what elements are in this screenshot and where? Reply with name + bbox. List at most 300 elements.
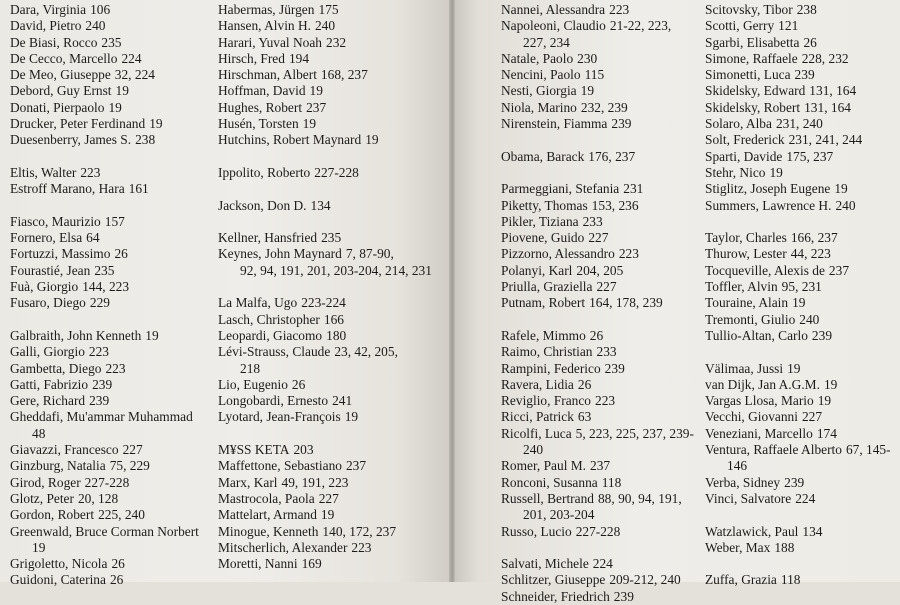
index-entry (218, 442, 446, 458)
entry-name: Grigoletto, Nicola (10, 556, 108, 572)
entry-pages: 140, 172, 237 (322, 523, 397, 539)
entry-name: Stiglitz, Joseph Eugene (705, 181, 831, 197)
entry-name: Natale, Paolo (501, 50, 574, 66)
entry-name: Stehr, Nico (705, 164, 766, 180)
entry-name: Habermas, Jürgen (218, 2, 315, 17)
entry-name: Nirenstein, Fiamma (501, 116, 608, 132)
entry-pages: 7, 87-90, (345, 246, 394, 262)
entry-name: Ravera, Lidia (501, 376, 574, 392)
entry-name: Romer, Paul M. (501, 458, 587, 474)
entry-name: Ippolito, Roberto (218, 164, 311, 180)
index-entry (10, 35, 210, 51)
index-entry (10, 100, 210, 116)
entry-name: Debord, Guy Ernst (10, 83, 112, 99)
entry-pages: 23, 42, 205, (334, 344, 398, 360)
entry-pages: 224 (592, 556, 613, 572)
entry-pages: 224 (121, 50, 142, 66)
entry-name: Schlitzer, Giuseppe (501, 572, 606, 588)
entry-pages: 169 (301, 556, 322, 572)
entry-pages: 223 (80, 164, 101, 180)
entry-pages: 88, 90, 94, 191, (597, 490, 682, 506)
entry-pages: 227-228 (575, 523, 621, 539)
entry-pages: 175, 237 (786, 148, 834, 164)
entry-pages: 26 (291, 376, 306, 392)
entry-name: Longobardi, Ernesto (218, 393, 329, 409)
entry-name: Lasch, Christopher (218, 311, 320, 327)
index-entry (705, 475, 900, 491)
entry-name: Rafele, Mimmo (501, 327, 586, 343)
index-entry (10, 263, 210, 279)
index-entry (10, 83, 210, 99)
entry-name: Solt, Frederick (705, 132, 785, 148)
entry-name: De Meo, Giuseppe (10, 67, 111, 83)
entry-pages: 26 (111, 556, 125, 572)
entry-name: Gheddafi, Mu'ammar Muhammad (10, 409, 193, 425)
index-entry (501, 2, 697, 18)
entry-name: Fuà, Giorgio (10, 279, 79, 295)
entry-pages: 26 (577, 376, 592, 392)
entry-pages: 227-228 (314, 164, 359, 180)
entry-pages: 223 (105, 360, 126, 376)
index-letter-group (705, 230, 900, 344)
entry-pages: 19 (309, 83, 323, 99)
entry-pages: 19 (145, 327, 159, 343)
entry-pages: 239 (89, 393, 110, 409)
entry-pages: 228, 232 (801, 50, 849, 66)
index-entry (218, 524, 446, 540)
entry-name: Ventura, Raffaele Alberto (705, 442, 842, 458)
index-entry (218, 556, 446, 572)
entry-name: Napoleoni, Claudio (501, 18, 606, 34)
entry-pages: 95, 231 (781, 279, 822, 295)
index-entry (705, 198, 900, 214)
entry-name: Maffettone, Sebastiano (218, 458, 342, 474)
index-entry (218, 246, 446, 279)
index-entry (501, 18, 697, 51)
index-entry (501, 589, 697, 605)
entry-name: Russell, Bertrand (501, 490, 594, 506)
index-entry (705, 328, 900, 344)
index-entry (218, 344, 446, 377)
entry-pages: 63 (577, 409, 592, 425)
index-entry (218, 475, 446, 491)
entry-pages: 121 (778, 18, 799, 34)
index-entry (218, 116, 446, 132)
entry-name: Piketty, Thomas (501, 197, 588, 213)
entry-pages: 118 (780, 572, 801, 588)
index-entry (705, 572, 900, 588)
index-entry (10, 344, 210, 360)
entry-name: Skidelsky, Robert (705, 99, 801, 115)
entry-name: Nencini, Paolo (501, 67, 581, 83)
index-entry (10, 328, 210, 344)
index-letter-group (218, 198, 446, 214)
entry-pages: 19 (302, 116, 317, 132)
entry-pages: 188 (774, 539, 795, 555)
entry-name: Gere, Richard (10, 393, 86, 409)
entry-pages: 19 (787, 360, 801, 376)
entry-pages: 232, 239 (580, 99, 628, 115)
entry-pages: 19 (580, 83, 595, 99)
entry-name: Schneider, Friedrich (501, 588, 610, 604)
entry-name: Sparti, Davide (705, 148, 783, 164)
entry-name: Välimaa, Jussi (705, 360, 784, 376)
entry-pages: 134 (802, 523, 823, 539)
entry-pages: 131, 164 (804, 99, 851, 115)
entry-name: Tocqueville, Alexis de (705, 262, 825, 278)
index-column-4 (705, 2, 900, 589)
index-entry (10, 409, 210, 442)
entry-pages: 227 (588, 230, 609, 246)
index-entry (705, 2, 900, 18)
entry-pages: 240 (314, 18, 336, 34)
entry-name: Girod, Roger (10, 474, 81, 490)
index-entry (218, 51, 446, 67)
entry-name: Husén, Torsten (218, 116, 299, 132)
index-letter-group (501, 556, 697, 605)
entry-pages: 176, 237 (588, 148, 636, 164)
entry-pages-continued: 218 (240, 360, 261, 376)
index-entry (501, 116, 697, 132)
index-entry (218, 409, 446, 425)
entry-pages: 161 (128, 181, 149, 197)
entry-pages: 235 (101, 34, 122, 50)
entry-pages: 223 (618, 246, 639, 262)
entry-name: Hutchins, Robert Maynard (218, 132, 362, 148)
entry-name: Estroff Marano, Hara (10, 181, 125, 197)
entry-name: Niola, Marino (501, 99, 577, 115)
index-entry (218, 491, 446, 507)
entry-pages-continued: 92, 94, 191, 201, 203-204, 214, 231 (240, 262, 432, 278)
entry-name: Toffler, Alvin (705, 279, 778, 295)
entry-name: Hirsch, Fred (218, 50, 285, 66)
index-entry (705, 393, 900, 409)
entry-pages: 19 (365, 132, 379, 148)
index-entry (218, 295, 446, 311)
index-entry (218, 230, 446, 246)
index-entry (705, 312, 900, 328)
entry-name: Russo, Lucio (501, 523, 572, 539)
entry-name: Gatti, Fabrizio (10, 376, 89, 392)
entry-pages: 19 (823, 376, 838, 392)
index-entry (501, 67, 697, 83)
index-letter-group (218, 230, 446, 279)
entry-name: Raimo, Christian (501, 344, 593, 360)
entry-pages: 225, 240 (98, 507, 145, 523)
index-letter-group (218, 2, 446, 149)
entry-pages-continued: 201, 203-204 (523, 507, 595, 523)
index-entry (705, 100, 900, 116)
index-entry (10, 491, 210, 507)
entry-name: Scitovsky, Tibor (705, 2, 793, 17)
entry-name: van Dijk, Jan A.G.M. (705, 376, 820, 392)
index-letter-group (218, 165, 446, 181)
entry-pages: 19 (149, 116, 163, 132)
entry-name: Tremonti, Giulio (705, 311, 796, 327)
index-entry (10, 475, 210, 491)
entry-name: Fourastié, Jean (10, 262, 91, 278)
entry-pages: 229 (89, 295, 110, 311)
entry-pages: 238 (135, 132, 156, 148)
entry-pages: 19 (344, 409, 359, 425)
entry-pages: 49, 191, 223 (281, 474, 349, 490)
index-entry (10, 507, 210, 523)
entry-pages: 233 (596, 344, 617, 360)
entry-pages: 153, 236 (591, 197, 639, 213)
entry-name: Fortuzzi, Massimo (10, 246, 111, 262)
entry-name: Reviglio, Franco (501, 393, 592, 409)
entry-name: Touraine, Alain (705, 295, 789, 311)
entry-pages: 19 (792, 295, 806, 311)
entry-pages: 224 (795, 490, 816, 506)
index-entry (218, 83, 446, 99)
entry-pages: 241 (332, 393, 353, 409)
entry-pages-continued: 227, 234 (523, 34, 570, 50)
entry-pages: 235 (94, 262, 115, 278)
index-letter-group (10, 165, 210, 198)
index-entry (218, 2, 446, 18)
entry-name: Gambetta, Diego (10, 360, 102, 376)
entry-pages: 134 (310, 197, 331, 213)
index-entry (501, 149, 697, 165)
index-entry (10, 524, 210, 557)
entry-name: Vinci, Salvatore (705, 490, 792, 506)
index-entry (705, 149, 900, 165)
index-letter-group (501, 2, 697, 132)
index-entry (705, 51, 900, 67)
entry-pages-continued: 48 (32, 425, 46, 441)
entry-pages: 238 (796, 2, 817, 17)
entry-pages: 223-224 (301, 295, 346, 311)
entry-name: Gordon, Robert (10, 507, 95, 523)
index-entry (705, 295, 900, 311)
entry-pages: 180 (326, 327, 347, 343)
index-entry (501, 409, 697, 425)
entry-name: Kellner, Hansfried (218, 230, 318, 246)
entry-pages: 239 (794, 67, 815, 83)
index-entry (10, 572, 210, 588)
index-entry (501, 100, 697, 116)
entry-pages: 166 (323, 311, 344, 327)
book-gutter (449, 0, 455, 582)
entry-name: Harari, Yuval Noah (218, 34, 322, 50)
entry-name: Leopardi, Giacomo (218, 327, 323, 343)
index-entry (705, 18, 900, 34)
entry-name: Sgarbi, Elisabetta (705, 34, 800, 50)
entry-pages: 19 (108, 99, 122, 115)
index-entry (10, 214, 210, 230)
entry-name: Piovene, Guido (501, 230, 585, 246)
index-entry (218, 67, 446, 83)
entry-pages: 67, 145- (845, 442, 891, 458)
entry-pages: 118 (601, 474, 622, 490)
entry-name: Duesenberry, James S. (10, 132, 132, 148)
index-entry (218, 393, 446, 409)
index-entry (705, 67, 900, 83)
entry-pages: 230 (577, 50, 598, 66)
entry-name: Hoffman, David (218, 83, 306, 99)
entry-pages: 166, 237 (790, 230, 838, 246)
entry-pages: 223 (351, 539, 372, 555)
entry-name: Glotz, Peter (10, 490, 74, 506)
index-entry (705, 426, 900, 442)
index-entry (705, 442, 900, 475)
entry-name: La Malfa, Ugo (218, 295, 298, 311)
entry-name: Rampini, Federico (501, 360, 601, 376)
entry-name: Zuffa, Grazia (705, 572, 777, 588)
index-entry (10, 377, 210, 393)
index-entry (218, 328, 446, 344)
index-entry (705, 181, 900, 197)
entry-pages: 19 (320, 507, 335, 523)
entry-pages-continued: 240 (523, 442, 544, 458)
entry-name: Lévi-Strauss, Claude (218, 344, 331, 360)
index-entry (501, 491, 697, 524)
index-entry (10, 442, 210, 458)
index-entry (10, 51, 210, 67)
index-entry (501, 51, 697, 67)
entry-pages: 115 (584, 67, 605, 83)
entry-name: Eltis, Walter (10, 164, 77, 180)
entry-pages: 157 (104, 213, 125, 229)
index-entry (705, 361, 900, 377)
index-entry (218, 165, 446, 181)
entry-name: Galli, Giorgio (10, 344, 85, 360)
entry-pages: 194 (288, 50, 310, 66)
entry-name: Donati, Pierpaolo (10, 99, 105, 115)
index-entry (501, 458, 697, 474)
entry-name: Nannei, Alessandra (501, 2, 606, 17)
entry-name: Vecchi, Giovanni (705, 409, 798, 425)
entry-name: Obama, Barack (501, 148, 585, 164)
entry-name: David, Pietro (10, 18, 82, 34)
entry-pages: 227 (318, 490, 339, 506)
entry-name: Parmeggiani, Stefania (501, 181, 620, 197)
entry-name: Priulla, Graziella (501, 279, 593, 295)
index-entry (501, 295, 697, 311)
entry-pages: 240 (799, 311, 820, 327)
entry-name: Thurow, Lester (705, 246, 787, 262)
entry-name: Greenwald, Bruce Corman Norbert (10, 523, 199, 539)
index-letter-group (10, 214, 210, 312)
index-entry (705, 132, 900, 148)
index-entry (501, 263, 697, 279)
index-entry (705, 165, 900, 181)
entry-pages-continued: 146 (727, 458, 748, 474)
index-entry (10, 246, 210, 262)
entry-pages: 237 (345, 458, 367, 474)
index-entry (10, 393, 210, 409)
entry-pages: 227 (122, 442, 143, 458)
entry-pages: 19 (115, 83, 129, 99)
entry-pages: 21-22, 223, (609, 18, 672, 34)
entry-name: Hughes, Robert (218, 99, 303, 115)
entry-name: Jackson, Don D. (218, 197, 307, 213)
entry-name: Simone, Raffaele (705, 50, 798, 66)
index-entry (705, 377, 900, 393)
index-entry (10, 67, 210, 83)
index-entry (705, 409, 900, 425)
entry-name: Summers, Lawrence H. (705, 197, 832, 213)
index-entry (501, 475, 697, 491)
entry-name: Ronconi, Susanna (501, 474, 598, 490)
entry-name: Skidelsky, Edward (705, 83, 806, 99)
entry-name: Weber, Max (705, 539, 771, 555)
index-letter-group (218, 442, 446, 572)
entry-name: Fiasco, Maurizio (10, 213, 101, 229)
entry-name: Moretti, Nanni (218, 556, 298, 572)
entry-name: Nesti, Giorgia (501, 83, 577, 99)
index-entry (10, 2, 210, 18)
entry-name: Verba, Sidney (705, 474, 781, 490)
index-entry (501, 572, 697, 588)
index-letter-group (10, 2, 210, 149)
index-entry (705, 35, 900, 51)
index-entry (10, 116, 210, 132)
entry-pages: 240 (835, 197, 856, 213)
entry-pages: 19 (817, 393, 832, 409)
entry-name: Fornero, Elsa (10, 230, 83, 246)
index-entry (218, 458, 446, 474)
entry-pages: 64 (86, 230, 100, 246)
entry-name: Putnam, Robert (501, 295, 586, 311)
index-entry (10, 361, 210, 377)
entry-name: Lyotard, Jean-François (218, 409, 341, 425)
index-entry (10, 132, 210, 148)
entry-name: Pizzorno, Alessandro (501, 246, 615, 262)
index-entry (501, 361, 697, 377)
entry-pages: 231 (623, 181, 644, 197)
index-entry (10, 181, 210, 197)
entry-name: Pikler, Tiziana (501, 213, 579, 229)
entry-name: Mitscherlich, Alexander (218, 539, 348, 555)
entry-name: Taylor, Charles (705, 230, 787, 246)
index-entry (501, 279, 697, 295)
entry-name: Mattelart, Armand (218, 507, 317, 523)
entry-pages: 168, 237 (320, 67, 368, 83)
entry-name: Scotti, Gerry (705, 18, 775, 34)
entry-pages: 237 (590, 458, 611, 474)
index-entry (218, 540, 446, 556)
entry-pages: 26 (109, 572, 124, 588)
index-entry (705, 246, 900, 262)
index-column-2 (218, 2, 446, 572)
entry-pages: 209-212, 240 (609, 572, 681, 588)
index-letter-group (705, 524, 900, 557)
index-entry (705, 263, 900, 279)
index-entry (218, 132, 446, 148)
entry-pages: 20, 128 (77, 490, 119, 506)
index-letter-group (501, 328, 697, 540)
entry-pages: 26 (589, 327, 604, 343)
index-entry (501, 83, 697, 99)
entry-name: Veneziani, Marcello (705, 425, 813, 441)
entry-pages: 131, 164 (809, 83, 857, 99)
entry-pages: 239 (613, 588, 634, 604)
entry-pages: 174 (816, 425, 837, 441)
entry-pages: 19 (834, 181, 848, 197)
index-entry (501, 328, 697, 344)
entry-name: M¥SS KETA (218, 442, 290, 458)
index-entry (501, 426, 697, 459)
entry-pages: 75, 229 (109, 458, 150, 474)
index-entry (218, 35, 446, 51)
index-entry (705, 279, 900, 295)
index-entry (218, 507, 446, 523)
entry-name: Minogue, Kenneth (218, 523, 319, 539)
index-letter-group (218, 295, 446, 425)
entry-pages: 239 (611, 116, 632, 132)
